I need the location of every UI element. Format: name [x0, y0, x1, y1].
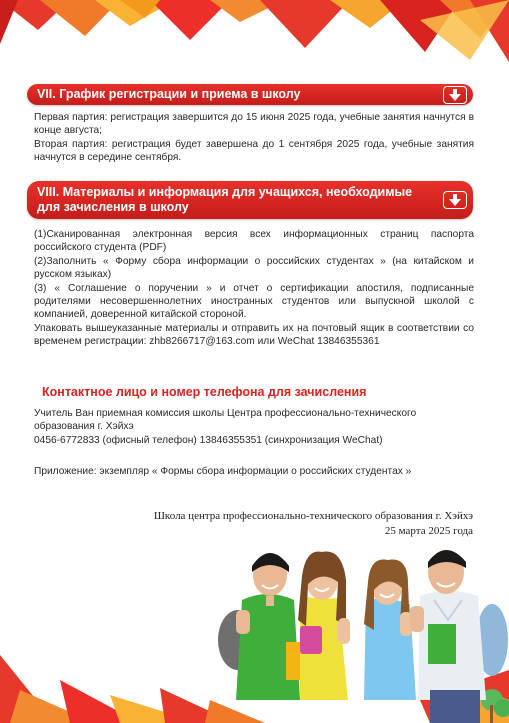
- section-8-item: (1)Сканированная электронная версия всех информационных страниц паспорта российского студента (PDF): [34, 229, 474, 254]
- attachment-text: Приложение: экземпляр « Формы сбора информации о российских студентах »: [34, 466, 412, 477]
- section-7-title: VII. График регистрации и приема в школу: [37, 87, 301, 101]
- contact-title: Контактное лицо и номер телефона для зачисления: [42, 385, 367, 399]
- student-figure: [364, 559, 416, 700]
- contact-line: 0456-6772833 (офисный телефон) 13846355351 (синхронизация WeChat): [34, 434, 383, 446]
- student-figure: [298, 552, 350, 701]
- signature-date: 25 марта 2025 года: [384, 525, 473, 537]
- section-8-item: Упаковать вышеуказанные материалы и отправить их на почтовый ящик в соответствии со временем регистрации: zhb8266717@163.com или WeChat 13846355361: [34, 322, 474, 348]
- contact-line: Учитель Ван приемная комиссия школы Центра профессионально-технического образования г. Хэйхэ: [34, 408, 417, 433]
- section-8-item: (2)Заполнить « Форму сбора информации о российских студентах » (на китайском и русском языках): [34, 255, 474, 281]
- section-7-line: Первая партия: регистрация завершится до 15 июня 2025 года, учебные занятия начнутся в конце августа;: [34, 112, 474, 137]
- section-8-item: (3) « Соглашение о поручении » и отчет о сертификации апостиля, подписанные родителями несовершеннолетних иностранных студентов или выпускной школой с компанией, доверенной китайской стороной.: [34, 282, 474, 321]
- signature-org: Школа центра профессионально-технического образования г. Хэйхэ: [153, 510, 473, 522]
- section-8-title: VIII. Материалы и информация для учащихся, необходимые для зачисления в школу: [37, 185, 413, 214]
- student-figure: [410, 550, 508, 723]
- section-7-line: Вторая партия: регистрация будет завершена до 1 сентября 2025 года, учебные занятия начнутся в середине сентября.: [34, 138, 474, 164]
